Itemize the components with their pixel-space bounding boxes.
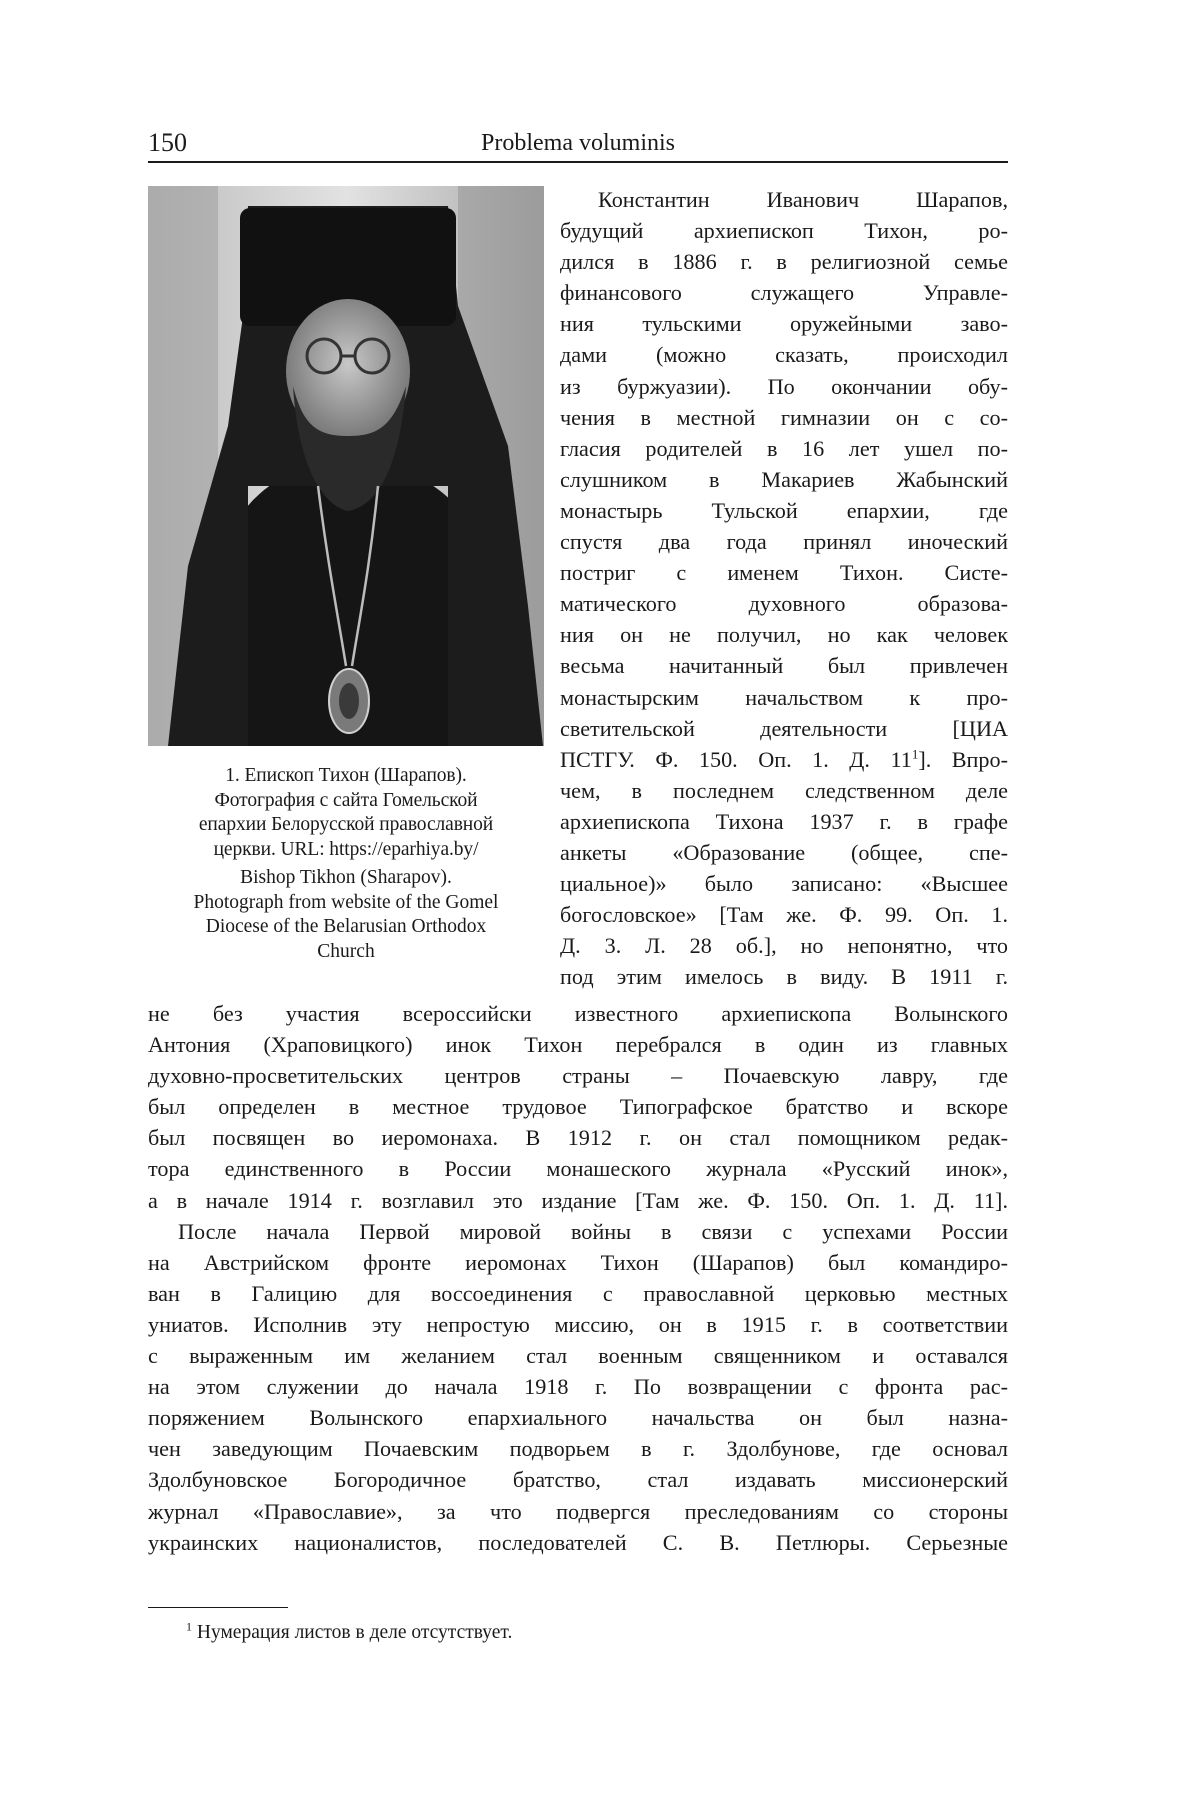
text-line: под этим имелось в виду. В 1911 г. xyxy=(560,961,1008,992)
text-line: поряжением Волынского епархиального начальства он был назна- xyxy=(148,1402,1008,1433)
text-line: духовно-просветительских центров страны – Почаевскую лавру, где xyxy=(148,1060,1008,1091)
text-line: гласия родителей в 16 лет ушел по- xyxy=(560,433,1008,464)
text-line: ПСТГУ. Ф. 150. Оп. 1. Д. 111]. Впро- xyxy=(560,744,1008,775)
header-rule xyxy=(148,161,1008,163)
text-line: с выраженным им желанием стал военным священником и оставался xyxy=(148,1340,1008,1371)
text-line: слушником в Макариев Жабынский xyxy=(560,464,1008,495)
text-line: монастырь Тульской епархии, где xyxy=(560,495,1008,526)
page-number: 150 xyxy=(148,128,187,158)
portrait-photo xyxy=(148,186,544,746)
footnote-reference[interactable]: 1 xyxy=(912,746,919,761)
text-line: Д. 3. Л. 28 об.], но непонятно, что xyxy=(560,930,1008,961)
caption-line: епархии Белорусской православной xyxy=(148,813,544,838)
caption-line: Diocese of the Belarusian Orthodox xyxy=(148,915,544,940)
text-line: дами (можно сказать, происходил xyxy=(560,339,1008,370)
body-text-column xyxy=(560,184,1008,992)
text-line: Антония (Храповицкого) инок Тихон перебрался в один из главных xyxy=(148,1029,1008,1060)
text-line: богословское» [Там же. Ф. 99. Оп. 1. xyxy=(560,899,1008,930)
text-line: журнал «Православие», за что подвергся преследованиям со стороны xyxy=(148,1496,1008,1527)
text-line: спустя два года принял иноческий xyxy=(560,526,1008,557)
caption-line: церкви. URL: https://eparhiya.by/ xyxy=(148,838,544,863)
text-line: Здолбуновское Богородичное братство, стал издавать миссионерский xyxy=(148,1464,1008,1495)
text-line: чен заведующим Почаевским подворьем в г. Здолбунове, где основал xyxy=(148,1433,1008,1464)
caption-line: Photograph from website of the Gomel xyxy=(148,891,544,916)
text-line: а в начале 1914 г. возглавил это издание [Там же. Ф. 150. Оп. 1. Д. 11]. xyxy=(148,1185,1008,1216)
footnote xyxy=(186,1620,512,1646)
caption-line: 1. Епископ Тихон (Шарапов). xyxy=(148,764,544,789)
text-line: чения в местной гимназии он с со- xyxy=(560,402,1008,433)
text-line: тора единственного в России монашеского журнала «Русский инок», xyxy=(148,1153,1008,1184)
body-text-full-width xyxy=(148,998,1008,1558)
caption-line: Church xyxy=(148,940,544,965)
figure xyxy=(148,186,544,964)
text-line: украинских националистов, последователей С. В. Петлюры. Серьезные xyxy=(148,1527,1008,1558)
text-line: ван в Галицию для воссоединения с православной церковью местных xyxy=(148,1278,1008,1309)
figure-caption-ru xyxy=(148,764,544,862)
footnote-text: Нумерация листов в деле отсутствует. xyxy=(197,1622,513,1643)
text-line: будущий архиепископ Тихон, ро- xyxy=(560,215,1008,246)
caption-line: Фотография с сайта Гомельской xyxy=(148,789,544,814)
text-line: светительской деятельности [ЦИА xyxy=(560,713,1008,744)
footnote-rule xyxy=(148,1607,288,1608)
text-line: весьма начитанный был привлечен xyxy=(560,650,1008,681)
paragraph-start-line: После начала Первой мировой войны в связи с успехами России xyxy=(148,1216,1008,1247)
text-line: циальное)» было записано: «Высшее xyxy=(560,868,1008,899)
text-line: был посвящен во иеромонаха. В 1912 г. он стал помощником редак- xyxy=(148,1122,1008,1153)
text-line: матического духовного образова- xyxy=(560,588,1008,619)
text-line: ния тульскими оружейными заво- xyxy=(560,308,1008,339)
text-line: чем, в последнем следственном деле xyxy=(560,775,1008,806)
text-line: из буржуазии). По окончании обу- xyxy=(560,371,1008,402)
text-line: монастырским начальством к про- xyxy=(560,682,1008,713)
text-line: дился в 1886 г. в религиозной семье xyxy=(560,246,1008,277)
footnote-marker: 1 xyxy=(186,1620,192,1634)
text-line: не без участия всероссийски известного архиепископа Волынского xyxy=(148,998,1008,1029)
text-line: архиепископа Тихона 1937 г. в графе xyxy=(560,806,1008,837)
text-line: ния он не получил, но как человек xyxy=(560,619,1008,650)
document-page xyxy=(0,0,1200,1801)
running-title: Problema voluminis xyxy=(148,128,1008,158)
figure-caption-en xyxy=(148,866,544,964)
text-line: униатов. Исполнив эту непростую миссию, он в 1915 г. в соответствии xyxy=(148,1309,1008,1340)
text-line: был определен в местное трудовое Типографское братство и вскоре xyxy=(148,1091,1008,1122)
text-line: на этом служении до начала 1918 г. По возвращении с фронта рас- xyxy=(148,1371,1008,1402)
text-line: анкеты «Образование (общее, спе- xyxy=(560,837,1008,868)
text-line: на Австрийском фронте иеромонах Тихон (Шарапов) был командиро- xyxy=(148,1247,1008,1278)
page-header xyxy=(148,128,1008,160)
caption-line: Bishop Tikhon (Sharapov). xyxy=(148,866,544,891)
text-line: постриг с именем Тихон. Систе- xyxy=(560,557,1008,588)
text-line: Константин Иванович Шарапов, xyxy=(560,184,1008,215)
text-line: финансового служащего Управле- xyxy=(560,277,1008,308)
